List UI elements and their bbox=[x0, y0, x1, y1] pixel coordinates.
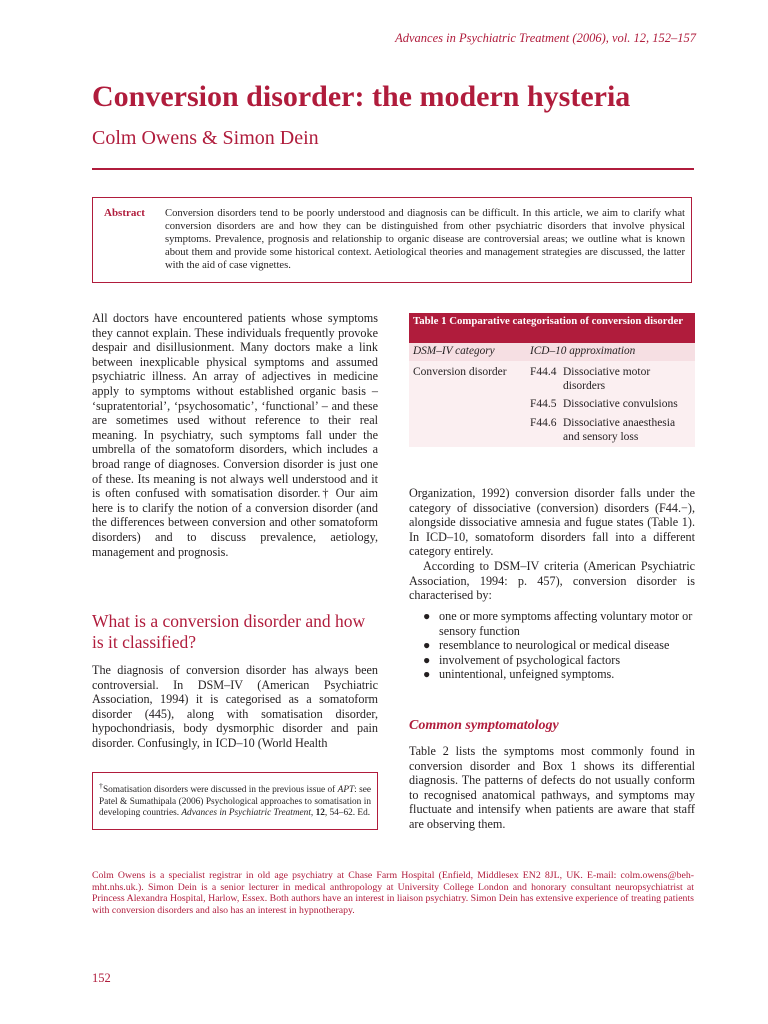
footnote-box bbox=[92, 772, 378, 830]
table-caption-text: Table 1 Comparative categorisation of conversion disorder bbox=[413, 315, 684, 327]
journal-reference: Advances in Psychiatric Treatment (2006), vol. 12, 152–157 bbox=[395, 31, 696, 45]
list-item-text: resemblance to neurological or medical disease bbox=[439, 638, 670, 653]
page-number: 152 bbox=[92, 971, 111, 985]
footnote-volume: 12 bbox=[315, 808, 325, 819]
criteria-list bbox=[409, 609, 695, 682]
list-item bbox=[409, 653, 695, 668]
bullet-icon: ● bbox=[423, 609, 431, 623]
right-paragraph-1: Organization, 1992) conversion disorder falls under the category of dissociative (conversion) disorders (F44.−), alongside dissociative amnesia and fugue states (Table 1). In ICD–10, somatoform disorders fall into a different category entirely. bbox=[409, 486, 695, 559]
footnote-part2: : see Patel & Sumathipala (2006) Psychological approaches to somatisation in developing countries. bbox=[99, 785, 372, 819]
footnote-mark: † bbox=[99, 781, 103, 790]
footnote-part4: , 54–62. Ed. bbox=[324, 808, 371, 819]
table-cell-code: F44.4 bbox=[530, 366, 557, 378]
table-body bbox=[409, 361, 695, 447]
right-paragraph-3: Table 2 lists the symptoms most commonly found in conversion disorder and Box 1 shows its differential diagnosis. The patterns of defects do not usually conform to recognised anatomical pathways, and symptoms may fluctuate and intensify when patients are aware that staff are observing them. bbox=[409, 744, 695, 831]
footnote-apt: APT bbox=[337, 785, 355, 796]
bullet-icon: ● bbox=[423, 638, 431, 653]
table-header-dsm: DSM–IV category bbox=[413, 345, 495, 357]
list-item-text: involvement of psychological factors bbox=[439, 652, 621, 667]
abstract-text: Conversion disorders tend to be poorly understood and diagnosis can be difficult. In this article, we aim to clarify what conversion disorders are and how they can be distinguished from other psychiatric disorders that involve physical symptoms. Prevalence, prognosis and relationship to organic disease are controversial areas; we outline what is known about them and provide some historical context. Aetiological theories and management strategies are discussed, the latter with the aid of case vignettes. bbox=[165, 208, 685, 271]
title-divider bbox=[92, 168, 694, 170]
footnote-part3: , bbox=[310, 808, 316, 819]
table-header-icd: ICD–10 approximation bbox=[530, 345, 636, 357]
section-heading: What is a conversion disorder and how is it classified? bbox=[92, 611, 366, 652]
footnote-journal: Advances in Psychiatric Treatment bbox=[181, 808, 311, 819]
abstract-box bbox=[92, 197, 692, 283]
footnote-part1: Somatisation disorders were discussed in the previous issue of bbox=[102, 785, 338, 796]
list-item bbox=[409, 667, 695, 682]
article-authors: Colm Owens & Simon Dein bbox=[92, 127, 319, 149]
table-cell-desc: Dissociative convulsions bbox=[563, 398, 678, 410]
section-paragraph: The diagnosis of conversion disorder has always been controversial. In DSM–IV (American Psychiatric Association, 1994) it is categorised as a somatoform disorder (445), along with somatisation disorder, hypochondriasis, body dysmorphic disorder and pain disorder. Confusingly, in ICD–10 (World Health bbox=[92, 663, 378, 750]
table-cell-desc: Dissociative motor disorders bbox=[563, 366, 651, 392]
table-caption bbox=[409, 313, 695, 343]
sub-heading: Common symptomatology bbox=[409, 718, 559, 733]
author-affiliations: Colm Owens is a specialist registrar in old age psychiatry at Chase Farm Hospital (Enfield, Middlesex EN2 8JL, UK. E-mail: colm.owens@beh-mht.nhs.uk.). Simon Dein is a senior lecturer in medical anthropology at University College London and honorary consultant neuropsychiatrist at Princess Alexandra Hospital, Harlow, Essex. Both authors have an interest in liaison psychiatry. Simon Dein has extensive experience of treating patients with conversion disorders and also has an interest in hypnotherapy. bbox=[92, 870, 694, 916]
abstract-label: Abstract bbox=[104, 207, 145, 219]
table-cell-code: F44.6 bbox=[530, 417, 557, 429]
list-item bbox=[409, 609, 695, 638]
right-paragraph-2: According to DSM–IV criteria (American Psychiatric Association, 1994: p. 457), conversion disorder is characterised by: bbox=[409, 559, 695, 603]
footnote-text bbox=[99, 780, 371, 820]
list-item bbox=[409, 638, 695, 653]
table-cell-desc: Dissociative anaesthesia and sensory loss bbox=[563, 417, 676, 443]
bullet-icon: ● bbox=[423, 667, 431, 682]
list-item-text: unintentional, unfeigned symptoms. bbox=[439, 667, 615, 682]
list-item-text: one or more symptoms affecting voluntary motor or sensory function bbox=[439, 609, 693, 638]
bullet-icon: ● bbox=[423, 652, 431, 667]
intro-paragraph: All doctors have encountered patients whose symptoms they cannot explain. These individuals frequently provoke despair and disillusionment. Many doctors make a link between inexplicable physical symptoms and assumed psychiatric illness. An array of adjectives in medicine apply to symptoms without established organic basis – ‘supratentorial’, ‘psychosomatic’, ‘functional’ – and these are sometimes used without reference to their real meaning. In psychiatry, such symptoms fall under the umbrella of the somatoform disorders, which includes a broad range of diagnoses. Conversion disorder is just one of these. Its meaning is not always well understood and it is often confused with somatisation disorder.† Our aim here is to clarify the notion of a conversion disorder (and the differences between conversion and other somatoform disorders) and to discuss prevalence, aetiology, management and prognosis. bbox=[92, 311, 378, 559]
table-1 bbox=[409, 313, 695, 447]
article-title: Conversion disorder: the modern hysteria bbox=[92, 80, 631, 113]
table-cell-dsm: Conversion disorder bbox=[413, 366, 507, 378]
table-cell-code: F44.5 bbox=[530, 398, 557, 410]
table-header-row bbox=[409, 343, 695, 361]
